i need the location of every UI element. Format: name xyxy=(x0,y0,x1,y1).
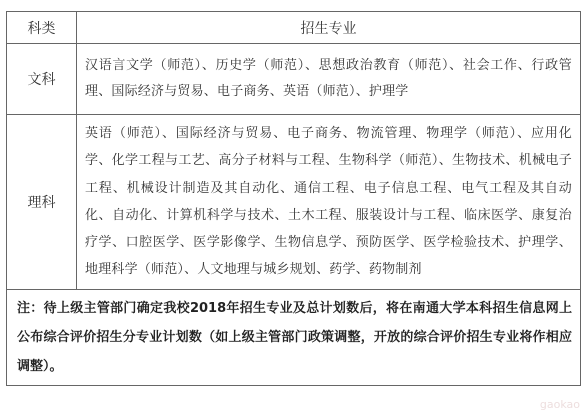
admissions-majors-table xyxy=(6,11,581,386)
table-row-liberal-arts xyxy=(7,44,581,115)
note-cell: 注：待上级主管部门确定我校2018年招生专业及总计划数后，将在南通大学本科招生信息网上公布综合评价招生分专业计划数（如上级主管部门政策调整，开放的综合评价招生专业将作相应调整）。 xyxy=(7,289,581,385)
majors-cell: 汉语言文学（师范）、历史学（师范）、思想政治教育（师范）、社会工作、行政管理、国际经济与贸易、电子商务、英语（师范）、护理学 xyxy=(77,44,581,115)
watermark-logo: gaokao xyxy=(539,398,580,411)
majors-cell: 英语（师范）、国际经济与贸易、电子商务、物流管理、物理学（师范）、应用化学、化学工程与工艺、高分子材料与工程、生物科学（师范）、生物技术、机械电子工程、机械设计制造及其自动化、通信工程、电子信息工程、电气工程及其自动化、自动化、计算机科学与技术、土木工程、服装设计与工程、临床医学、康复治疗学、口腔医学、医学影像学、生物信息学、预防医学、医学检验技术、护理学、地理科学（师范）、人文地理与城乡规划、药学、药物制剂 xyxy=(77,115,581,290)
category-cell: 理科 xyxy=(7,115,77,290)
table-row-science xyxy=(7,115,581,290)
header-majors: 招生专业 xyxy=(77,12,581,44)
table-note-row xyxy=(7,289,581,385)
category-cell: 文科 xyxy=(7,44,77,115)
admissions-majors-table-container xyxy=(6,11,580,386)
table-header-row xyxy=(7,12,581,44)
header-category: 科类 xyxy=(7,12,77,44)
